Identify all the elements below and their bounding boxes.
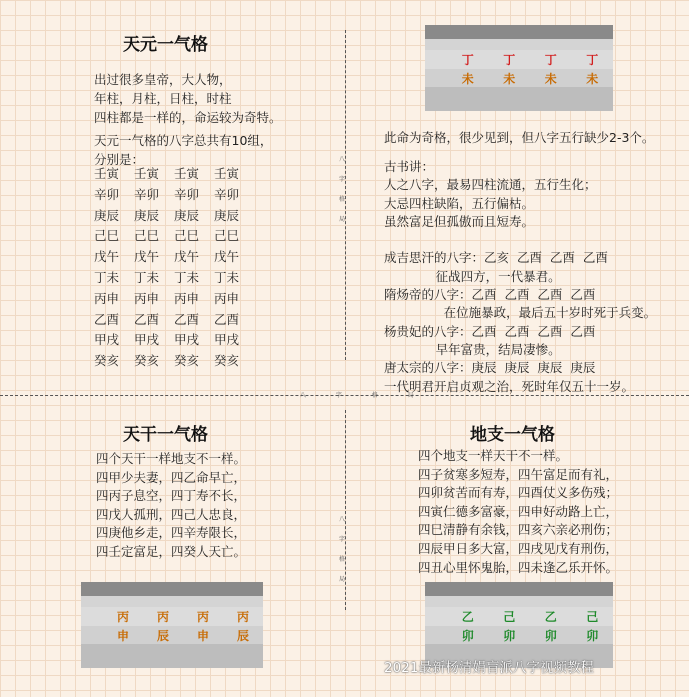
chart-char: 未 [586,71,599,86]
combination-cell: 己巳 [174,228,200,244]
combination-cell: 戊午 [134,249,160,265]
chart-char: 未 [503,71,516,86]
combination-cell: 甲戌 [174,332,200,348]
chart-char: 卯 [503,628,516,643]
combination-cell: 戊午 [94,249,120,265]
chart-char: 辰 [236,628,249,643]
combination-row [94,289,254,310]
watermark-text: 2021最新杨清娟盲派八字视频教程 [384,660,594,676]
combination-cell: 丁未 [134,269,160,285]
combination-cell: 己巳 [214,228,240,244]
combination-row [94,351,254,372]
chart-zhi-row [81,626,263,644]
combination-row [94,206,254,227]
chart-char: 丁 [461,53,474,67]
combination-cell: 壬寅 [174,166,200,181]
combination-cell: 庚辰 [214,207,240,223]
chart-gan-row [425,607,613,626]
chart-char: 己 [503,610,516,624]
bazi-chart-bottom-left [81,582,263,668]
chart-header [425,582,613,596]
combination-cell: 壬寅 [214,166,240,181]
combination-cell: 甲戌 [94,332,120,348]
combination-cell: 癸亥 [134,353,160,369]
chart-char: 丙 [236,610,249,624]
combination-row [94,268,254,289]
chart-gan-row [81,607,263,626]
chart-char: 未 [461,71,474,86]
combination-cell: 丁未 [214,269,240,285]
chart-char: 丁 [544,53,557,67]
chart-char: 辰 [156,628,169,643]
combination-cell: 丁未 [174,269,200,285]
combination-cell: 壬寅 [134,166,160,181]
chart-char: 未 [544,71,557,86]
combination-cell: 乙酉 [174,311,200,327]
combination-cell: 辛卯 [174,186,200,202]
chart-char: 卯 [461,628,474,643]
combination-row [94,330,254,351]
section-count: 天元一气格的八字总共有10组， 分别是： [94,133,273,167]
dizhi-body: 四个地支一样天干不一样。 四子贫寒多短寿，四午富足而有礼， 四卯贫苦而有寿，四酉仗义多伤残； 四寅仁德多富豪，四申好动路上亡， 四巳清静有余钱，四亥六亲必刑伤； 四辰甲日多大富，四戌见戊有刑伤， 四丑心里怀鬼胎，四未逢乙乐开怀。 [418,448,619,575]
combination-cell: 丙申 [134,290,160,306]
chart-char: 申 [116,628,129,643]
vertical-label-top: 八 字 格 局 [339,156,346,223]
combination-cell: 丙申 [174,290,200,306]
combination-row [94,185,254,206]
chart-zhi-row [425,69,613,87]
chart-header [425,25,613,39]
chart-char: 乙 [461,610,474,624]
combination-row [94,247,254,268]
chart-char: 卯 [544,628,557,643]
chart-char: 丙 [116,610,129,624]
section-title-tiangan: 天干一气格 [123,425,208,445]
combination-cell: 辛卯 [134,186,160,202]
combination-cell: 戊午 [174,249,200,265]
combination-cell: 庚辰 [174,207,200,223]
combination-cell: 庚辰 [134,207,160,223]
chart-char: 丙 [196,610,209,624]
combination-cell: 丙申 [94,290,120,306]
combination-cell: 癸亥 [94,353,120,369]
combination-row [94,164,254,185]
chart-char: 丁 [586,53,599,67]
chart-header [81,582,263,596]
chart-char: 己 [586,610,599,624]
chart-char: 卯 [586,628,599,643]
combination-cell: 甲戌 [214,332,240,348]
combination-cell: 己巳 [94,228,120,244]
ancient-text-and-examples: 古书讲： 人之八字，最易四柱流通，五行生化； 大忌四柱缺陷，五行偏枯。 虽然富足但孤傲而且短寿。 成吉思汗的八字：乙亥 乙酉 乙酉 乙酉 征战四方，一代暴君。 隋炀帝的八字：乙酉 乙酉 乙酉 乙酉 在位施暴政，最后五十岁时死于兵变。 杨贵妃的八字：乙酉 乙酉 乙酉 乙酉 早年富贵，结局凄惨。 唐太宗的八字：庚辰 庚辰 庚辰 庚辰 一代明君开启贞观之治，死时年仅五十一岁。 [384,159,657,394]
combination-cell: 丁未 [94,269,120,285]
combination-cell: 丙申 [214,290,240,306]
combination-cell: 癸亥 [214,353,240,369]
combination-cell: 癸亥 [174,353,200,369]
chart-char: 丙 [156,610,169,624]
bazi-chart-top [425,25,613,111]
horizontal-label: 八 字 格 局 [300,392,428,399]
combination-row [94,310,254,331]
combination-cell: 己巳 [134,228,160,244]
section-title-tianyuan: 天元一气格 [123,35,208,55]
combination-cell: 辛卯 [214,186,240,202]
chart-char: 申 [196,628,209,643]
combination-row [94,226,254,247]
combination-cell: 戊午 [214,249,240,265]
chart-char: 丁 [503,53,516,67]
combination-cell: 甲戌 [134,332,160,348]
tiangan-body: 四个天干一样地支不一样。 四甲少夫妻，四乙命早亡， 四丙子息空，四丁寿不长， 四戊人孤刑，四己人忠良， 四庚他乡走，四辛寿限长， 四壬定富足，四癸人天亡。 [96,451,247,559]
combination-cell: 乙酉 [94,311,120,327]
rare-pattern-line: 此命为奇格，很少见到，但八字五行缺少2-3个。 [384,130,655,145]
chart-zhi-row [425,626,613,644]
combination-cell: 乙酉 [214,311,240,327]
bazi-combination-table [94,164,254,372]
combination-cell: 乙酉 [134,311,160,327]
chart-gan-row [425,50,613,69]
combination-cell: 壬寅 [94,166,120,181]
chart-char: 乙 [544,610,557,624]
vertical-label-bottom: 八 字 格 局 [339,516,346,583]
section-title-dizhi: 地支一气格 [470,425,555,445]
combination-cell: 庚辰 [94,207,120,223]
combination-cell: 辛卯 [94,186,120,202]
section-intro: 出过很多皇帝，大人物， 年柱，月柱，日柱，时柱 四柱都是一样的，命运较为奇特。 [94,72,282,125]
